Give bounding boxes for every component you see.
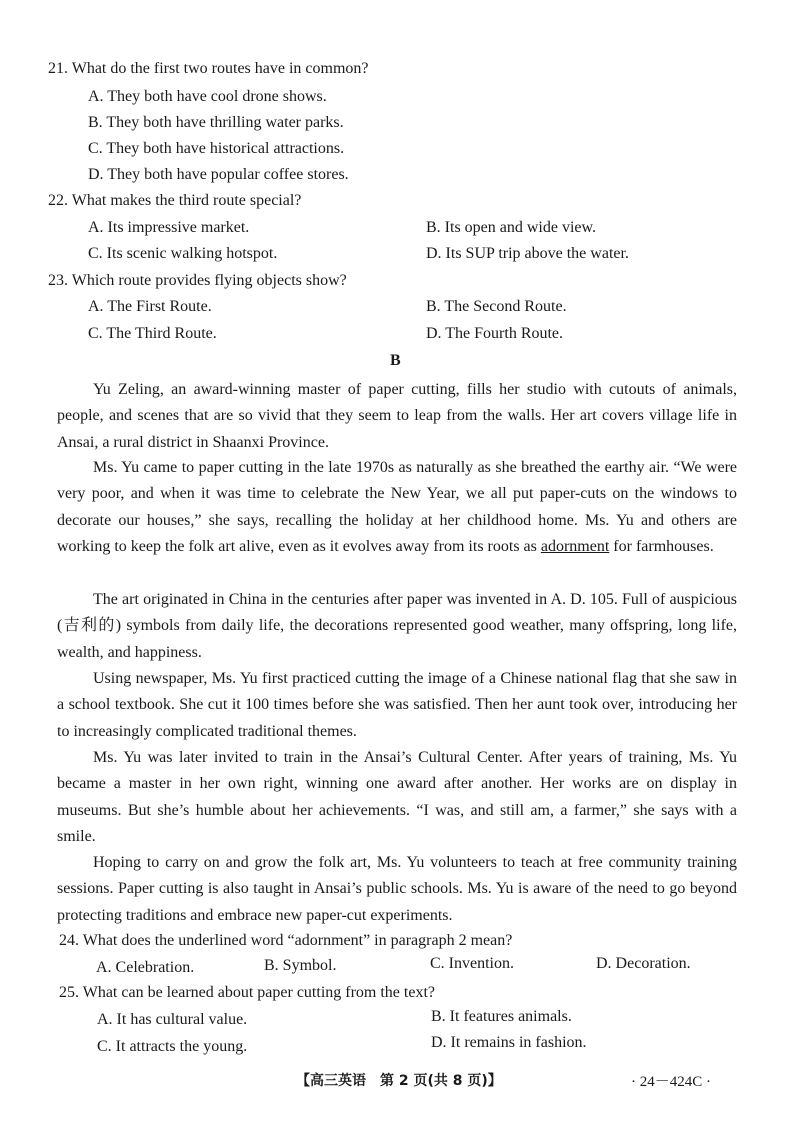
question-23-stem: 23. Which route provides flying objects show?	[48, 272, 347, 289]
page-footer-title: 【高三英语 第 2 页(共 8 页)】	[296, 1073, 502, 1089]
page-footer-code: · 24－424C ·	[631, 1074, 711, 1090]
passage-paragraph-5: Ms. Yu was later invited to train in the Ansai’s Cultural Center. After years of training, Ms. Yu became a master in her own right, winning one award after another. Her works are on display in museums. But she’s humble about her achievements. “I was, and still am, a farmer,” she says with a smile.	[57, 749, 737, 845]
question-25-option-a: A. It has cultural value.	[97, 1011, 248, 1028]
question-23-option-b: B. The Second Route.	[426, 298, 567, 315]
question-24-option-a: A. Celebration.	[96, 959, 195, 976]
question-21-option-b: B. They both have thrilling water parks.	[88, 114, 344, 131]
question-24-option-c: C. Invention.	[430, 955, 514, 972]
paragraph-2-text-before: Ms. Yu came to paper cutting in the late 1970s as naturally as she breathed the earthy air. “We were very poor, and when it was time to celebrate the New Year, we all put paper-cuts on the windows to decorate our houses,” she says, recalling the holiday at her childhood home. Ms. Yu and others are working to keep the folk art alive, even as it evolves away from its roots as	[57, 459, 737, 555]
question-21-option-a: A. They both have cool drone shows.	[88, 88, 327, 105]
question-23-option-c: C. The Third Route.	[88, 325, 217, 342]
passage-paragraph-6: Hoping to carry on and grow the folk art, Ms. Yu volunteers to teach at free community training sessions. Paper cutting is also taught in Ansai’s public schools. Ms. Yu is aware of the need to go beyond protecting traditions and embrace new paper-cut experiments.	[57, 854, 737, 924]
question-22-option-c: C. Its scenic walking hotspot.	[88, 245, 278, 262]
question-23-option-d: D. The Fourth Route.	[426, 325, 564, 342]
question-22-stem: 22. What makes the third route special?	[48, 192, 302, 209]
passage-paragraph-4: Using newspaper, Ms. Yu first practiced cutting the image of a Chinese national flag that she saw in a school textbook. She cut it 100 times before she was satisfied. Then her aunt took over, introducing her to increasingly complicated traditional themes.	[57, 670, 737, 740]
section-b-heading: B	[390, 352, 401, 369]
question-24-stem: 24. What does the underlined word “adornment” in paragraph 2 mean?	[59, 932, 513, 949]
question-25-stem: 25. What can be learned about paper cutting from the text?	[59, 984, 435, 1001]
question-22-option-b: B. Its open and wide view.	[426, 219, 597, 236]
passage-paragraph-2	[57, 455, 737, 560]
question-21-option-c: C. They both have historical attractions.	[88, 140, 345, 157]
question-25-option-c: C. It attracts the young.	[97, 1038, 248, 1055]
question-25-option-d: D. It remains in fashion.	[431, 1034, 587, 1051]
question-25-option-b: B. It features animals.	[431, 1008, 572, 1025]
paragraph-2-text-after: for farmhouses.	[609, 537, 714, 555]
question-22-option-d: D. Its SUP trip above the water.	[426, 245, 629, 262]
question-21-stem: 21. What do the first two routes have in common?	[48, 60, 369, 77]
underlined-word-adornment: adornment	[540, 537, 610, 555]
passage-paragraph-3: The art originated in China in the centuries after paper was invented in A. D. 105. Full of auspicious (吉利的) symbols from daily life, the decorations represented good weather, many offspring, long life, wealth, and happiness.	[57, 591, 737, 661]
question-22-option-a: A. Its impressive market.	[88, 219, 250, 236]
question-24-option-d: D. Decoration.	[596, 955, 691, 972]
passage-paragraph-1: Yu Zeling, an award-winning master of paper cutting, fills her studio with cutouts of animals, people, and scenes that are so vivid that they seem to leap from the walls. Her art covers village life in Ansai, a rural district in Shaanxi Province.	[57, 381, 737, 451]
question-24-option-b: B. Symbol.	[264, 957, 337, 974]
question-21-option-d: D. They both have popular coffee stores.	[88, 166, 349, 183]
question-23-option-a: A. The First Route.	[88, 298, 212, 315]
